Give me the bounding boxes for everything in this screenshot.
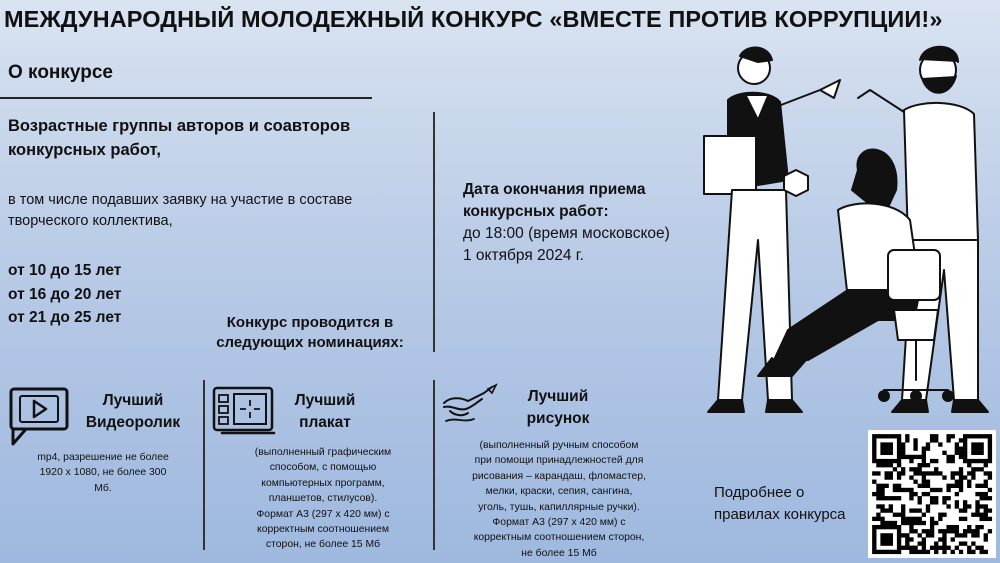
age-groups-heading: Возрастные группы авторов и соавторов конкурсных работ, [8, 117, 351, 159]
column-divider [433, 380, 435, 550]
more-info-text: Подробнее о правилах конкурса [714, 484, 846, 523]
deadline-block [463, 179, 670, 267]
nomination-title-poster: Лучший плакат [294, 392, 356, 431]
age-group-item: от 10 до 15 лет [8, 262, 122, 279]
age-groups-note: в том числе подавших заявку на участие в составе творческого коллектива, [8, 192, 353, 229]
column-divider [433, 112, 435, 352]
people-illustration [688, 40, 1000, 425]
nomination-title-video: Лучший Видеоролик [85, 392, 181, 431]
nomination-desc-poster: (выполненный графическим способом, с помощью компьютерных программ, планшетов, стилусов). Формат А3 (297 x 420 мм) с корректным соотношением сторон, не более 15 Мб [254, 447, 392, 551]
age-group-item: от 21 до 25 лет [8, 309, 122, 326]
hand-drawing-icon [440, 383, 498, 430]
section-title: О конкурсе [8, 62, 113, 83]
page-title: МЕЖДУНАРОДНЫЙ МОЛОДЕЖНЫЙ КОНКУРС «ВМЕСТЕ ПРОТИВ КОРРУПЦИИ!» [4, 6, 943, 32]
deadline-time: до 18:00 (время московское) [463, 225, 670, 242]
graphic-tablet-icon [212, 386, 276, 441]
nomination-desc-video: mp4, разрешение не более 1920 x 1080, не более 300 Мб. [37, 452, 169, 494]
deadline-date: 1 октября 2024 г. [463, 247, 584, 264]
nomination-desc-drawing: (выполненный ручным способом при помощи принадлежностей для рисования – карандаш, фломастер, мелки, краски, сепия, сангина, уголь, тушь, капиллярные ручки). Формат А3 (297 x 420 мм) с корректным соотношением сторон, не более 15 Мб [472, 440, 646, 559]
column-divider [203, 380, 205, 550]
video-play-icon [8, 386, 70, 453]
deadline-label: конкурсных работ: [463, 203, 609, 220]
age-group-item: от 16 до 20 лет [8, 285, 122, 303]
qr-code-image[interactable] [868, 430, 996, 558]
nomination-title-drawing: Лучший рисунок [526, 388, 590, 427]
age-groups-list [8, 259, 121, 330]
divider [0, 97, 372, 99]
qr-code[interactable] [868, 430, 996, 558]
deadline-label: Дата окончания приема [463, 181, 646, 198]
nominations-heading: Конкурс проводится в следующих номинациях: [216, 314, 404, 351]
